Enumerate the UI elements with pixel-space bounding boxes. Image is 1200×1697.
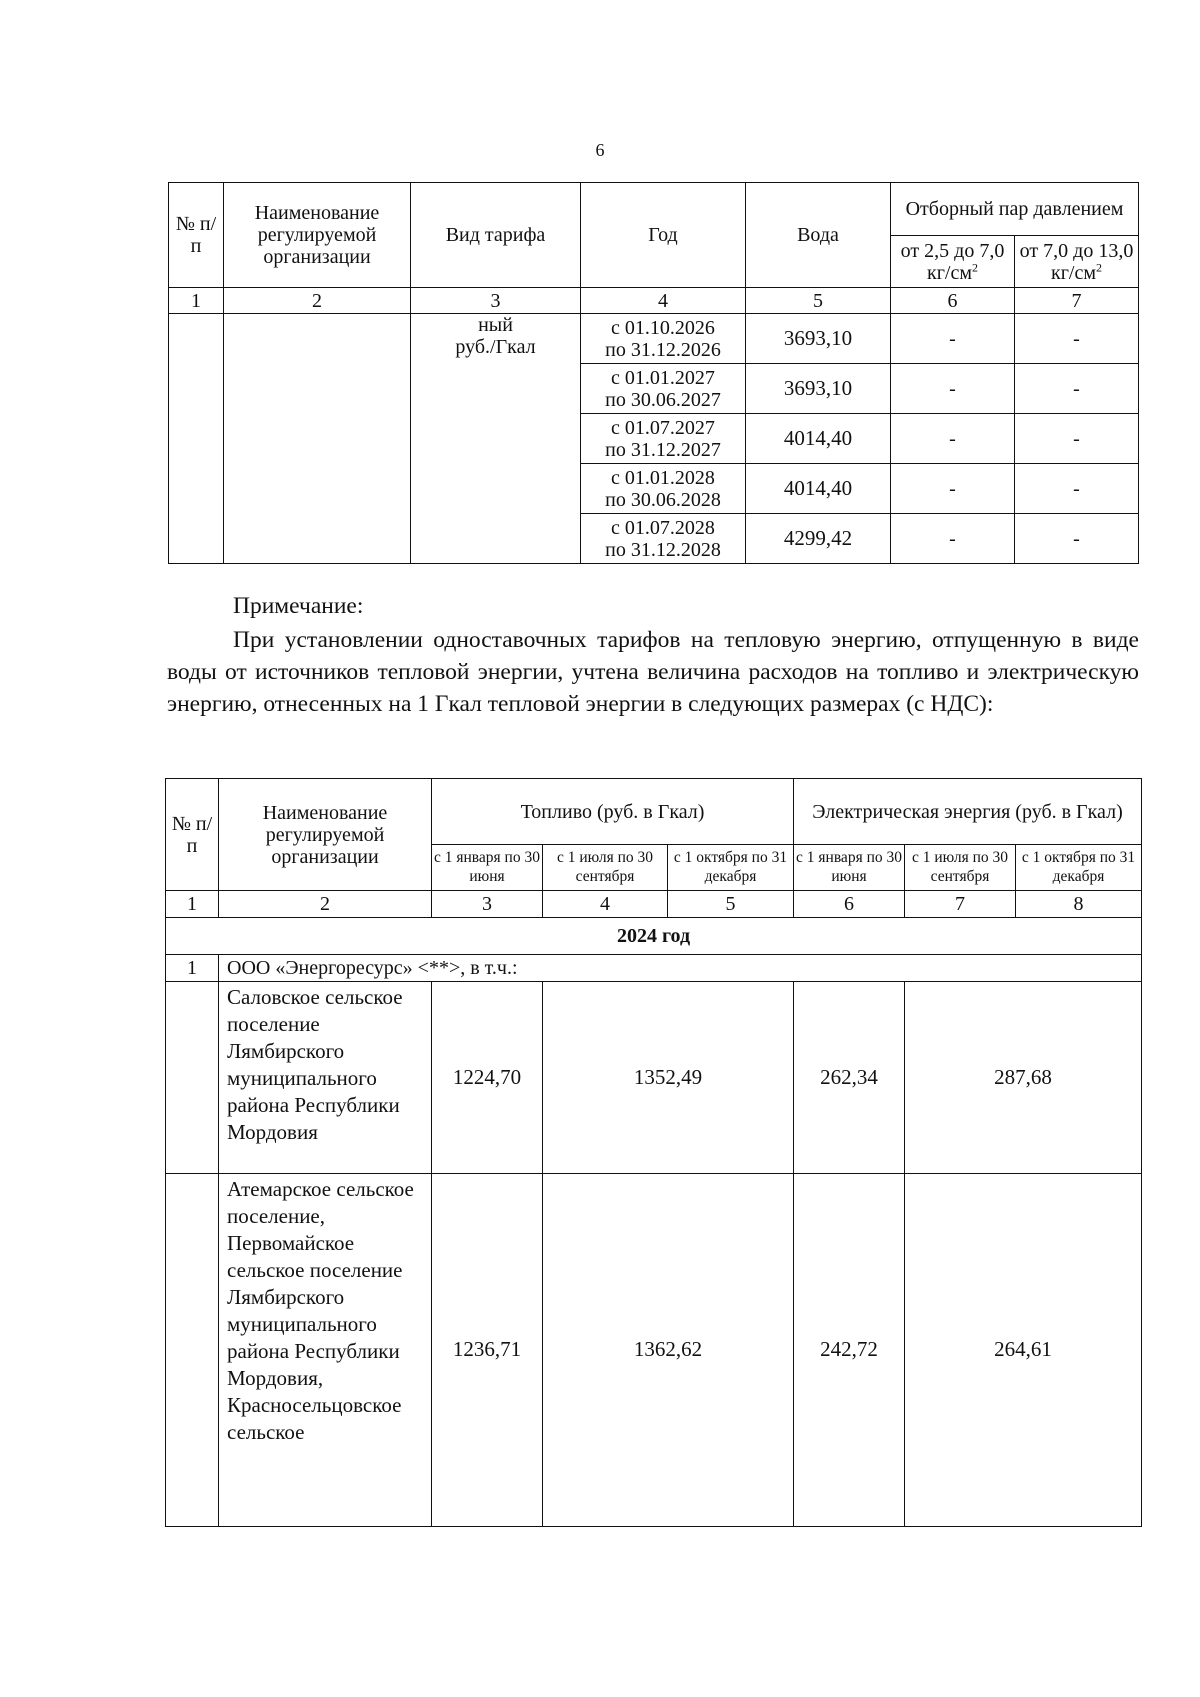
header-org: Наименование регулируемой организации xyxy=(224,183,411,288)
header-period: с 1 июля по 30 сентября xyxy=(543,845,668,891)
table-row xyxy=(169,314,1139,364)
header-fuel: Топливо (руб. в Гкал) xyxy=(432,779,794,845)
header-water: Вода xyxy=(746,183,891,288)
fuel-electricity-table xyxy=(165,778,1142,1527)
tariff-line2: руб./Гкал xyxy=(455,336,536,358)
header-steam: Отборный пар давлением xyxy=(891,183,1139,236)
col-number: 4 xyxy=(581,288,746,314)
header-electric: Электрическая энергия (руб. в Гкал) xyxy=(794,779,1142,845)
electric-value: 242,72 xyxy=(794,1174,905,1527)
water-value: 4299,42 xyxy=(746,514,891,564)
table-row xyxy=(166,982,1142,1174)
period-cell: с 01.01.2028 по 30.06.2028 xyxy=(581,464,746,514)
settlement-name: Атемарское сельское поселение, Первомайское сельское поселение Лямбирского муниципального района Республики Мордовия, Красносельцовское сельское xyxy=(219,1174,432,1527)
note-body: При установлении одноставочных тарифов на тепловую энергию, отпущенную в виде воды от источников тепловой энергии, учтена величина расходов на топливо и электрическую энергию, отнесенных на 1 Гкал тепловой энергии в следующих размерах (с НДС): xyxy=(167,627,1139,717)
water-value: 3693,10 xyxy=(746,314,891,364)
period-cell: с 01.07.2028 по 31.12.2028 xyxy=(581,514,746,564)
year-label: 2024 год xyxy=(166,918,1142,955)
col-number: 2 xyxy=(219,891,432,918)
col-number: 6 xyxy=(794,891,905,918)
header-period: с 1 января по 30 июня xyxy=(432,845,543,891)
col-number: 4 xyxy=(543,891,668,918)
col-number: 2 xyxy=(224,288,411,314)
steam-b-value: - xyxy=(1015,364,1139,414)
settlement-name: Саловское сельское поселение Лямбирского муниципального района Республики Мордовия xyxy=(219,982,432,1174)
header-org: Наименование регулируемой организации xyxy=(219,779,432,891)
steam-a-value: - xyxy=(891,314,1015,364)
col-number: 1 xyxy=(166,891,219,918)
steam-a-value: - xyxy=(891,414,1015,464)
col-number: 6 xyxy=(891,288,1015,314)
col-number: 1 xyxy=(169,288,224,314)
steam-b-value: - xyxy=(1015,314,1139,364)
fuel-value: 1352,49 xyxy=(543,982,794,1174)
org-number: 1 xyxy=(166,955,219,982)
water-value: 4014,40 xyxy=(746,414,891,464)
tariff-line1: ный xyxy=(478,314,513,336)
org-cell xyxy=(224,314,411,564)
header-period: с 1 июля по 30 сентября xyxy=(905,845,1016,891)
col-number: 7 xyxy=(1015,288,1139,314)
header-num: № п/п xyxy=(169,183,224,288)
note-title: Примечание: xyxy=(233,593,364,619)
period-cell: с 01.07.2027 по 31.12.2027 xyxy=(581,414,746,464)
num-cell xyxy=(166,1174,219,1527)
water-value: 3693,10 xyxy=(746,364,891,414)
water-tariff-table xyxy=(168,182,1139,564)
col-number: 3 xyxy=(411,288,581,314)
electric-value: 287,68 xyxy=(905,982,1142,1174)
col-number: 8 xyxy=(1016,891,1142,918)
col-number: 7 xyxy=(905,891,1016,918)
header-num: № п/п xyxy=(166,779,219,891)
header-steam-b: от 7,0 до 13,0 $кг/см^2$ xyxy=(1015,236,1139,288)
fuel-value: 1224,70 xyxy=(432,982,543,1174)
period-cell: с 01.01.2027 по 30.06.2027 xyxy=(581,364,746,414)
header-period: с 1 октября по 31 декабря xyxy=(668,845,794,891)
steam-b-value: - xyxy=(1015,464,1139,514)
page-number: 6 xyxy=(595,140,605,160)
steam-a-value: - xyxy=(891,464,1015,514)
col-number: 3 xyxy=(432,891,543,918)
steam-b-value: - xyxy=(1015,514,1139,564)
header-period: с 1 октября по 31 декабря xyxy=(1016,845,1142,891)
header-year: Год xyxy=(581,183,746,288)
org-name: ООО «Энергоресурс» <**>, в т.ч.: xyxy=(219,955,1142,982)
fuel-value: 1236,71 xyxy=(432,1174,543,1527)
table-row xyxy=(166,1174,1142,1527)
steam-a-value: - xyxy=(891,514,1015,564)
header-tariff: Вид тарифа xyxy=(411,183,581,288)
fuel-value: 1362,62 xyxy=(543,1174,794,1527)
steam-b-value: - xyxy=(1015,414,1139,464)
steam-a-value: - xyxy=(891,364,1015,414)
col-number: 5 xyxy=(668,891,794,918)
header-steam-a: от 2,5 до 7,0 $кг/см^2$ xyxy=(891,236,1015,288)
period-cell: с 01.10.2026 по 31.12.2026 xyxy=(581,314,746,364)
tariff-cell xyxy=(411,314,581,564)
electric-value: 262,34 xyxy=(794,982,905,1174)
electric-value: 264,61 xyxy=(905,1174,1142,1527)
num-cell xyxy=(169,314,224,564)
header-period: с 1 января по 30 июня xyxy=(794,845,905,891)
num-cell xyxy=(166,982,219,1174)
col-number: 5 xyxy=(746,288,891,314)
water-value: 4014,40 xyxy=(746,464,891,514)
